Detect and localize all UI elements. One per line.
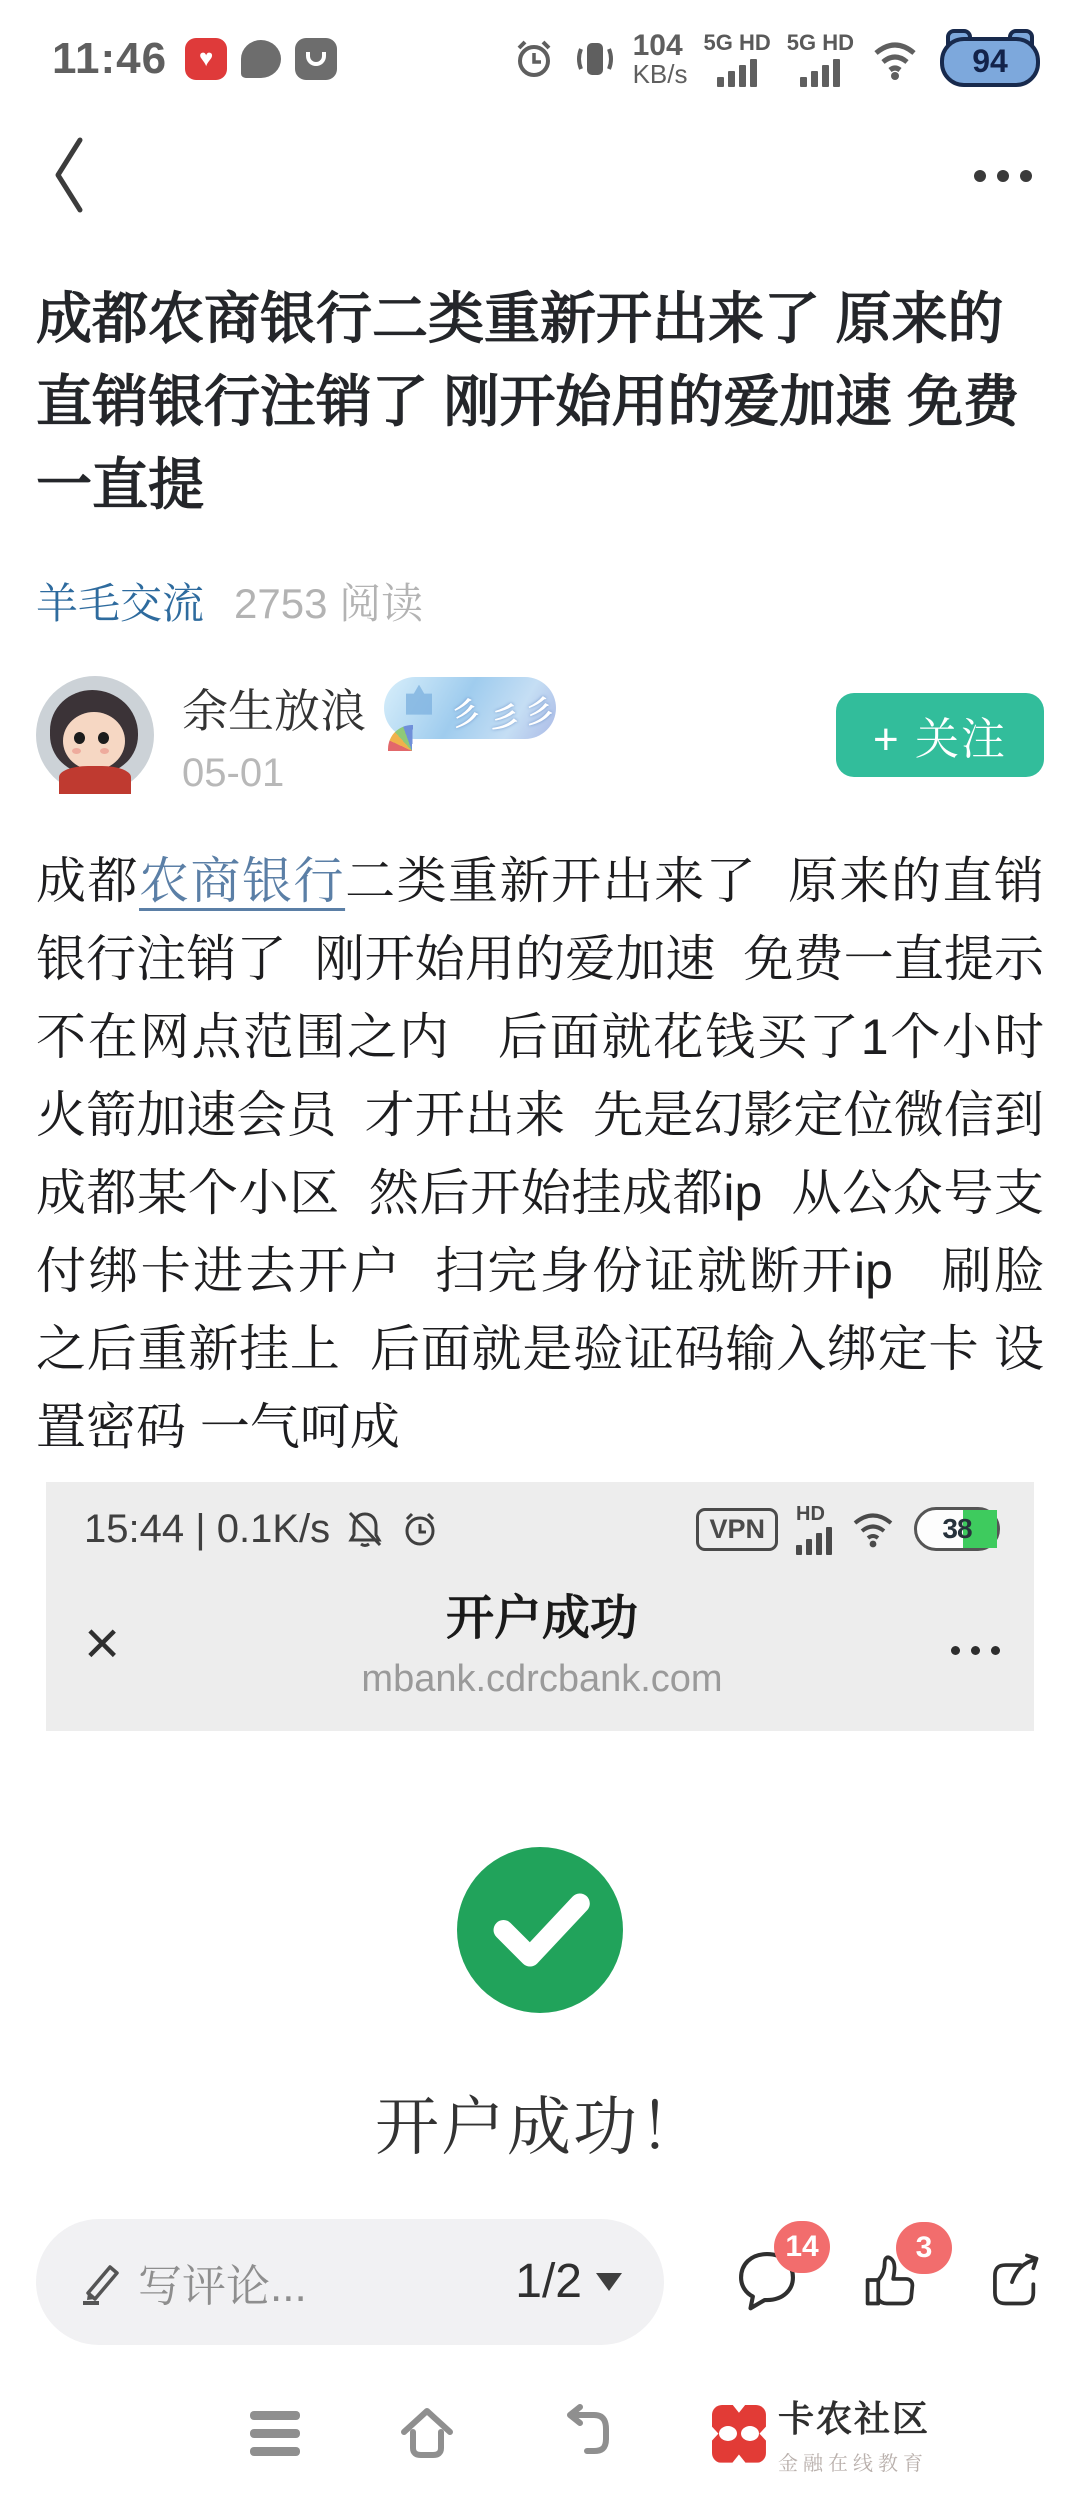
brand-slogan: 金融在线教育 — [777, 2453, 928, 2476]
screenshot-result-text: 开户成功！ — [375, 2090, 705, 2163]
screenshot-status-bar — [84, 1504, 1000, 1555]
sim2-signal-icon: 5G HD — [787, 30, 854, 87]
post-title: 成都农商银行二类重新开出来了 原来的直销银行注销了 刚开始用的爱加速 免费一直提 — [36, 287, 1020, 516]
post-meta — [36, 571, 1044, 631]
like-count-badge: 3 — [896, 2222, 952, 2274]
chevron-down-icon — [596, 2273, 622, 2291]
body-text: 成都 — [36, 852, 140, 909]
return-arrow-icon — [554, 2403, 616, 2461]
home-icon — [396, 2402, 458, 2462]
status-bar — [0, 0, 1080, 92]
muted-bell-icon — [346, 1509, 384, 1549]
category-link[interactable]: 羊毛交流 — [36, 579, 205, 627]
brand-name: 卡农社区 — [777, 2398, 930, 2440]
like-button[interactable] — [858, 2231, 933, 2315]
avatar[interactable] — [36, 676, 154, 794]
back-chevron-icon — [48, 134, 90, 216]
vibrate-icon — [573, 35, 617, 83]
share-button[interactable] — [980, 2248, 1044, 2315]
alarm-icon — [511, 36, 557, 82]
embedded-screenshot-image[interactable] — [46, 1482, 1034, 2198]
comment-placeholder: 写评论... — [138, 2261, 307, 2311]
author-row — [36, 675, 1044, 796]
comment-count-badge: 14 — [774, 2221, 830, 2273]
back-button[interactable] — [48, 134, 90, 219]
body-text: 二类重新开出来了 原来的直销银行注销了 刚开始用的爱加速 免费一直提示不在网点范围之内 后面就花钱买了1个小时火箭加速会员 才开出来 先是幻影定位微信到成都某个小区 然后开始挂成都ip 从公众号支付绑卡进去开户 扫完身份证就断开ip 刷脸之后重新挂上 后面就是验证码输入绑定卡 设置密码 一气呵成 — [36, 852, 1045, 1455]
screenshot-page-title: 开户成功 — [445, 1591, 638, 1645]
vpn-badge: VPN — [696, 1508, 778, 1551]
read-count: 2753 阅读 — [234, 579, 424, 627]
user-title-badge-icon: 彡 彡 彡 — [384, 677, 556, 739]
screenshot-battery-icon: 38 — [914, 1507, 1000, 1551]
hd-signal-icon: HD — [796, 1504, 832, 1555]
home-button[interactable] — [396, 2402, 458, 2465]
comments-button[interactable] — [734, 2230, 819, 2316]
follow-button[interactable]: + 关注 — [836, 693, 1044, 777]
screenshot-time-speed: 15:44 | 0.1K/s — [84, 1506, 331, 1551]
author-name[interactable]: 余生放浪 — [182, 684, 366, 737]
brand-watermark — [712, 2391, 930, 2476]
wifi-icon — [850, 1509, 896, 1549]
share-icon — [980, 2248, 1044, 2312]
clock-text: 11:46 — [52, 34, 168, 83]
sim1-signal-icon: 5G HD — [704, 30, 771, 87]
system-nav-bar — [0, 2374, 1080, 2494]
alarm-clock-icon — [400, 1509, 440, 1549]
wifi-icon — [870, 37, 920, 81]
back-nav-button[interactable] — [554, 2403, 616, 2464]
app-notification-icon — [295, 38, 337, 80]
chat-bubble-notification-icon — [241, 40, 281, 78]
comment-bar — [36, 2216, 1044, 2348]
screenshot-more-icon — [951, 1646, 1000, 1655]
pen-icon — [80, 2259, 122, 2305]
screenshot-header — [46, 1482, 1034, 1731]
battery-icon: 94 — [940, 31, 1040, 87]
comment-input[interactable] — [36, 2219, 664, 2345]
screenshot-content — [46, 1731, 1034, 2198]
kanong-logo-icon — [712, 2405, 766, 2463]
bank-link[interactable]: 农商银行 — [139, 852, 346, 909]
top-nav — [0, 118, 1080, 234]
red-app-notification-icon: ♥ — [185, 38, 227, 80]
post-body — [36, 842, 1044, 1466]
success-check-icon — [457, 1847, 623, 2013]
screenshot-browser-bar — [84, 1579, 1000, 1701]
more-options-icon[interactable] — [974, 170, 1032, 182]
screenshot-url: mbank.cdrcbank.com — [361, 1657, 723, 1700]
notification-icons — [185, 38, 337, 80]
post-date: 05-01 — [182, 750, 285, 795]
menu-button[interactable] — [250, 2402, 300, 2465]
close-icon: × — [84, 1579, 174, 1701]
network-speed: 104 KB/s — [632, 28, 688, 90]
page-selector[interactable]: 1/2 — [515, 2254, 622, 2309]
